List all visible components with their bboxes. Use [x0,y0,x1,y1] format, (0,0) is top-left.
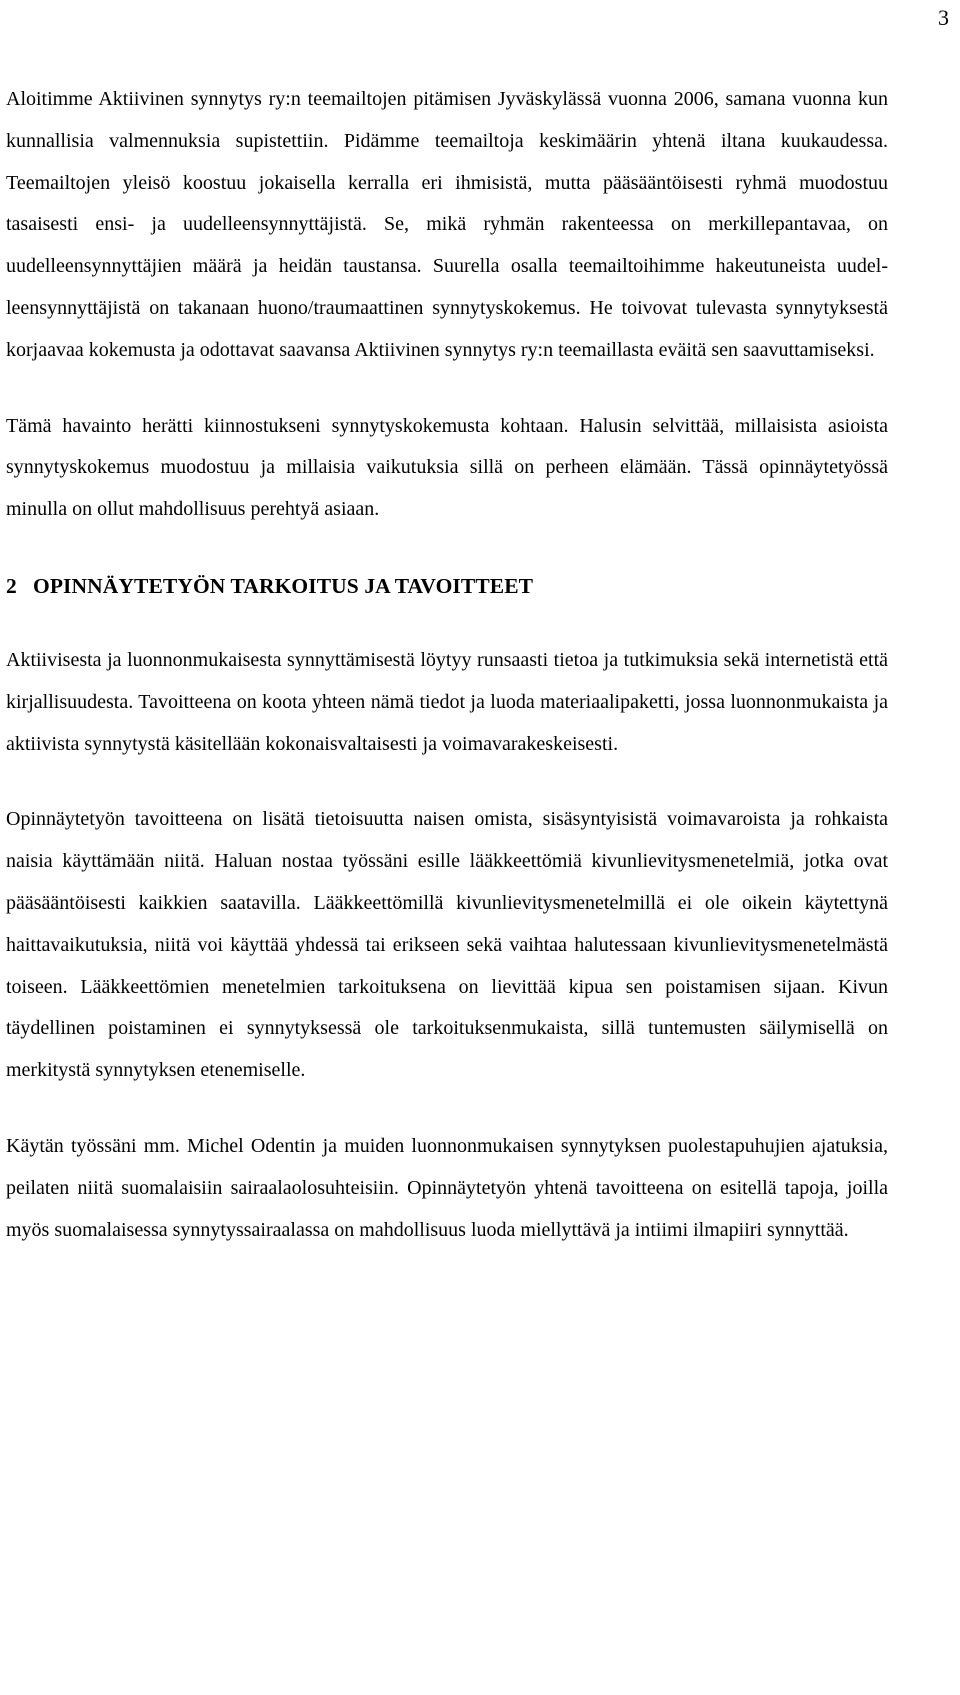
section-heading-title: OPINNÄYTETYÖN TARKOITUS JA TAVOITTEET [33,573,534,598]
page-content [6,79,888,1251]
paragraph-intro-1: Aloitimme Aktiivinen synnytys ry:n teemailtojen pitämisen Jyväskylässä vuonna 2006, samana vuonna kun kunnallisia valmennuksia supistettiin. Pidämme teemailtoja keskimäärin yhtenä iltana kuukaudessa. Teemailtojen yleisö koostuu jokaisella kerralla eri ihmisistä, mutta pääsääntöisesti ryhmä muodostuu tasaisesti ensi- ja uudelleensynnyttäjistä. Se, mikä ryhmän rakenteessa on merkillepantavaa, on uudelleensynnyttäjien määrä ja heidän taustansa. Suurella osalla teemailtoihimme hakeutuneista uudelleensynnyttäjistä on takanaan huono/traumaattinen synnytyskokemus. He toivovat tulevasta synnytyksestä korjaavaa kokemusta ja odottavat saavansa Aktiivinen synnytys ry:n teemaillasta eväitä sen saavuttamiseksi. [6,88,888,361]
section-heading [6,565,888,607]
paragraph-section-2: Opinnäytetyön tavoitteena on lisätä tietoisuutta naisen omista, sisäsyntyisistä voimavaroista ja rohkaista naisia käyttämään niitä. Haluan nostaa työssäni esille lääkkeettömiä kivunlievitysmenetelmiä, jotka ovat pääsääntöisesti kaikkien saatavilla. Lääkkeettömillä kivunlievitysmenetelmillä ei ole oikein käytettynä haittavaikutuksia, niitä voi käyttää yhdessä tai erikseen sekä vaihtaa halutessaan kivunlievitysmenetelmästä toiseen. Lääkkeettömien menetelmien tarkoituksena on lievittää kipua sen poistamisen sijaan. Kivun täydellinen poistaminen ei synnytyksessä ole tarkoituksenmukaista, sillä tuntemusten säilymisellä on merkitystä synnytyksen etenemiselle. [6,808,888,1082]
page-number: 3 [938,5,949,30]
paragraph-intro-2: Tämä havainto herätti kiinnostukseni synnytyskokemusta kohtaan. Halusin selvittää, millaisista asioista synnytyskokemus muodostuu ja millaisia vaikutuksia sillä on perheen elämään. Tässä opinnäytetyössä minulla on ollut mahdollisuus perehtyä asiaan. [6,414,888,521]
section-heading-number: 2 [6,573,17,598]
paragraph-section-1: Aktiivisesta ja luonnonmukaisesta synnyttämisestä löytyy runsaasti tietoa ja tutkimuksia sekä internetistä että kirjallisuudesta. Tavoitteena on koota yhteen nämä tiedot ja luoda materiaalipaketti, jossa luonnonmukaista ja aktiivista synnytystä käsitellään kokonaisvaltaisesti ja voimavarakeskeisesti. [6,648,888,755]
paragraph-section-3: Käytän työssäni mm. Michel Odentin ja muiden luonnonmukaisen synnytyksen puolestapuhujien ajatuksia, peilaten niitä suomalaisiin sairaalaolosuhteisiin. Opinnäytetyön yhtenä tavoitteena on esitellä tapoja, joilla myös suomalaisessa synnytyssairaalassa on mahdollisuus luoda miellyttävä ja intiimi ilmapiiri synnyttää. [6,1134,888,1241]
